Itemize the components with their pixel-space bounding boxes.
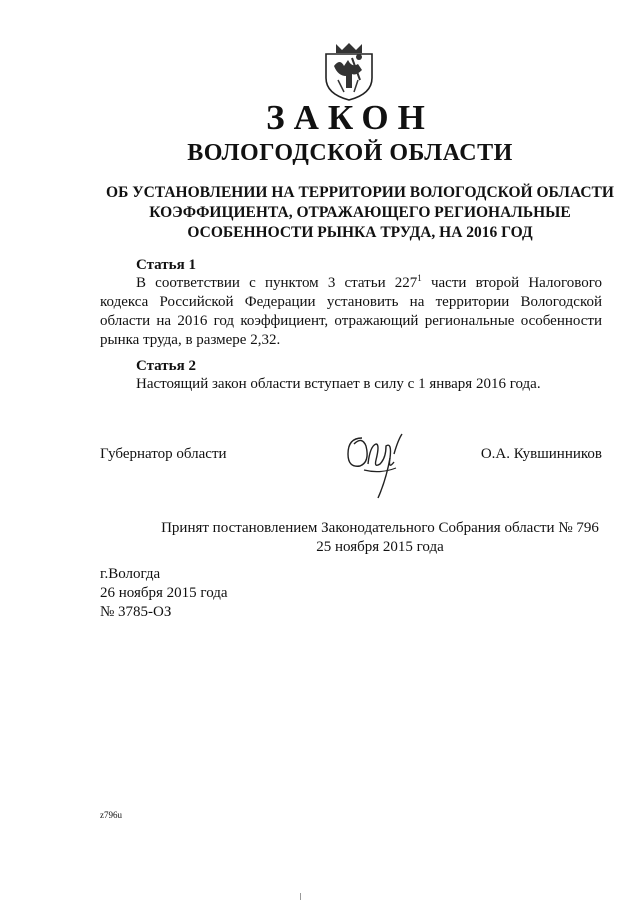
article-1-line — [100, 274, 602, 293]
law-title: ЗАКОН — [266, 98, 434, 137]
law-subject-line: ОБ УСТАНОВЛЕНИИ НА ТЕРРИТОРИИ ВОЛОГОДСКОЙ ОБЛАСТИ — [106, 184, 614, 201]
law-subject-line: ОСОБЕННОСТИ РЫНКА ТРУДА, НА 2016 ГОД — [187, 224, 533, 241]
article-1-body — [100, 274, 602, 350]
law-subject — [100, 183, 620, 243]
law-subject-line: КОЭФФИЦИЕНТА, ОТРАЖАЮЩЕГО РЕГИОНАЛЬНЫЕ — [149, 204, 571, 221]
article-1-heading: Статья 1 — [136, 257, 196, 273]
article-2-line: Настоящий закон области вступает в силу с 1 января 2016 года. — [136, 376, 541, 392]
law-number: № 3785-ОЗ — [100, 604, 172, 620]
governor-label: Губернатор области — [100, 446, 227, 462]
city: г.Вологда — [100, 566, 161, 582]
article-1-text: части второй Налогового — [421, 275, 602, 291]
adoption-line: Принят постановлением Законодательного Собрания области № 796 — [161, 520, 599, 536]
article-2-body — [100, 375, 602, 394]
scan-mark — [300, 893, 301, 900]
adoption-date: 25 ноября 2015 года — [316, 539, 444, 555]
article-1-line: области на 2016 год коэффициент, отражающий региональные особенности — [100, 313, 602, 329]
article-1-line: кодекса Российской Федерации установить на территории Вологодской — [100, 294, 602, 310]
article-1-line: рынка труда, в размере 2,32. — [100, 332, 281, 348]
region-title: ВОЛОГОДСКОЙ ОБЛАСТИ — [187, 140, 513, 166]
coat-of-arms-icon — [322, 40, 376, 102]
adoption-note — [100, 519, 620, 557]
document-meta — [100, 565, 228, 622]
article-1-text: В соответствии с пунктом 3 статьи 227 — [136, 275, 418, 291]
document-code: z796u — [100, 810, 122, 820]
governor-name: О.А. Кувшинников — [480, 446, 602, 462]
article-2-heading: Статья 2 — [136, 358, 196, 374]
superscript: 1 — [417, 273, 422, 283]
signing-date: 26 ноября 2015 года — [100, 585, 228, 601]
handwritten-signature-icon — [340, 424, 410, 500]
